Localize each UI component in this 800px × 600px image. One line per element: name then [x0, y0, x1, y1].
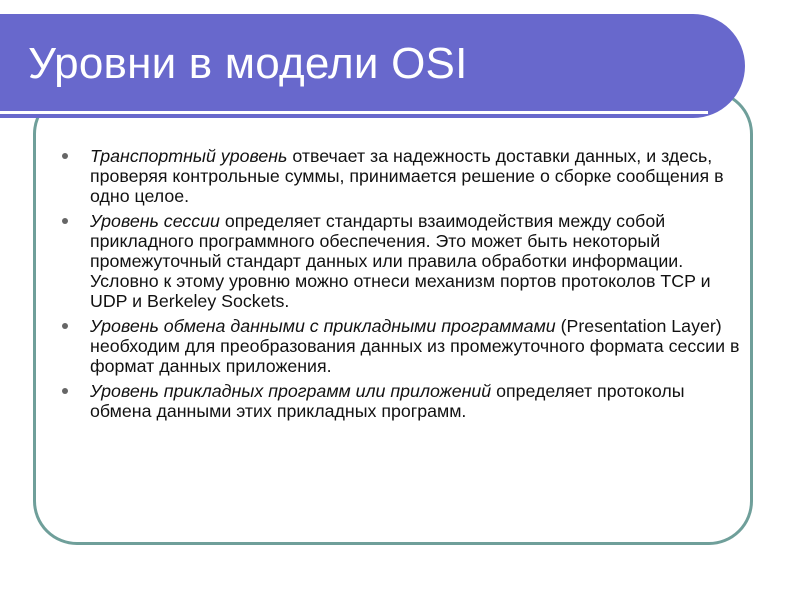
bullet-text: отвечает за надежность доставки данных, и здесь, проверяя контрольные суммы, принимается решение о сборке сообщения в одно целое.	[90, 146, 724, 206]
bullet-item-presentation-layer	[61, 316, 741, 376]
bullet-point-icon	[62, 153, 68, 159]
bullet-term: Уровень обмена данными с прикладными программами	[90, 316, 556, 336]
bullet-text: определяет протоколы обмена данными этих прикладных программ.	[90, 381, 685, 421]
slide-title: Уровни в модели OSI	[28, 39, 468, 88]
bullet-term: Уровень сессии	[90, 211, 220, 231]
bullet-list	[61, 146, 741, 426]
bullet-point-icon	[62, 323, 68, 329]
bullet-point-icon	[62, 388, 68, 394]
bullet-term: Уровень прикладных программ или приложений	[90, 381, 492, 401]
bullet-text: (Presentation Layer) необходим для преобразования данных из промежуточного формата сессии в формат данных приложения.	[90, 316, 740, 376]
bullet-point-icon	[62, 218, 68, 224]
bullet-text: определяет стандарты взаимодействия между собой прикладного программного обеспечения. Это может быть некоторый промежуточный стандарт данных или правила обработки информации. Условно к этому уровню можно отнеси механизм портов протоколов TCP и UDP и Berkeley Sockets.	[90, 211, 711, 311]
bullet-term: Транспортный уровень	[90, 146, 288, 166]
bullet-item-transport-layer	[61, 146, 741, 206]
title-underline	[0, 111, 708, 114]
bullet-item-session-layer	[61, 211, 741, 311]
bullet-item-application-layer	[61, 381, 741, 421]
